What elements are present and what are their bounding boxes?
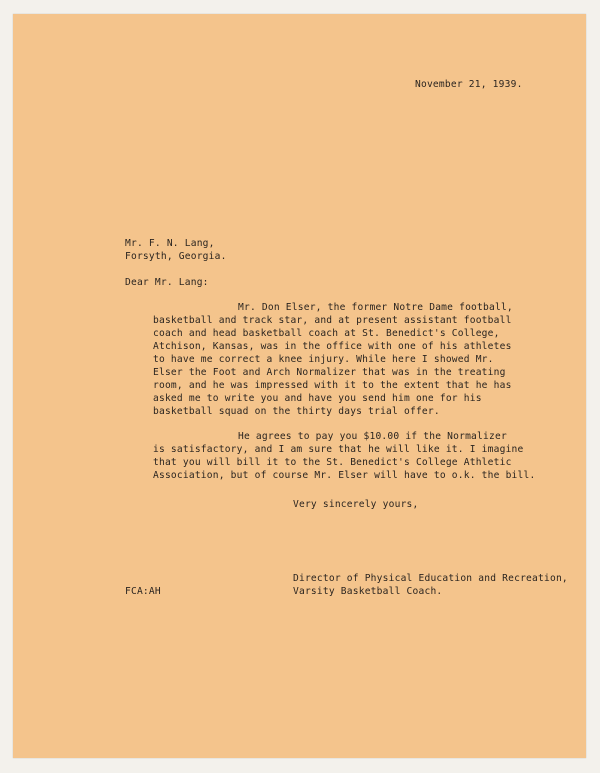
paragraph1-line: coach and head basketball coach at St. Benedict's College, bbox=[153, 328, 500, 339]
paragraph1-line: to have me correct a knee injury. While here I showed Mr. bbox=[153, 354, 494, 365]
signature-title-line: Varsity Basketball Coach. bbox=[293, 586, 443, 597]
paragraph1-line: Mr. Don Elser, the former Notre Dame football, bbox=[238, 302, 513, 313]
paragraph2-line: Association, but of course Mr. Elser will have to o.k. the bill. bbox=[153, 470, 536, 481]
paragraph2-line: is satisfactory, and I am sure that he will like it. I imagine bbox=[153, 444, 524, 455]
paragraph2-line: that you will bill it to the St. Benedict's College Athletic bbox=[153, 457, 512, 468]
paragraph1-line: basketball and track star, and at present assistant football bbox=[153, 315, 512, 326]
paragraph1-line: Elser the Foot and Arch Normalizer that was in the treating bbox=[153, 367, 506, 378]
signature-title-line: Director of Physical Education and Recreation, bbox=[293, 573, 568, 584]
salutation: Dear Mr. Lang: bbox=[125, 277, 209, 288]
paragraph1-line: basketball squad on the thirty days trial offer. bbox=[153, 406, 440, 417]
letter-sheet bbox=[13, 14, 586, 758]
paragraph1-line: asked me to write you and have you send him one for his bbox=[153, 393, 482, 404]
recipient-location: Forsyth, Georgia. bbox=[125, 251, 227, 262]
closing: Very sincerely yours, bbox=[293, 499, 419, 510]
paragraph1-line: Atchison, Kansas, was in the office with one of his athletes bbox=[153, 341, 512, 352]
letter-date: November 21, 1939. bbox=[415, 79, 523, 90]
paragraph1-line: room, and he was impressed with it to the extent that he has bbox=[153, 380, 512, 391]
paragraph2-line: He agrees to pay you $10.00 if the Normalizer bbox=[238, 431, 507, 442]
recipient-name: Mr. F. N. Lang, bbox=[125, 238, 215, 249]
typist-initials: FCA:AH bbox=[125, 586, 161, 597]
